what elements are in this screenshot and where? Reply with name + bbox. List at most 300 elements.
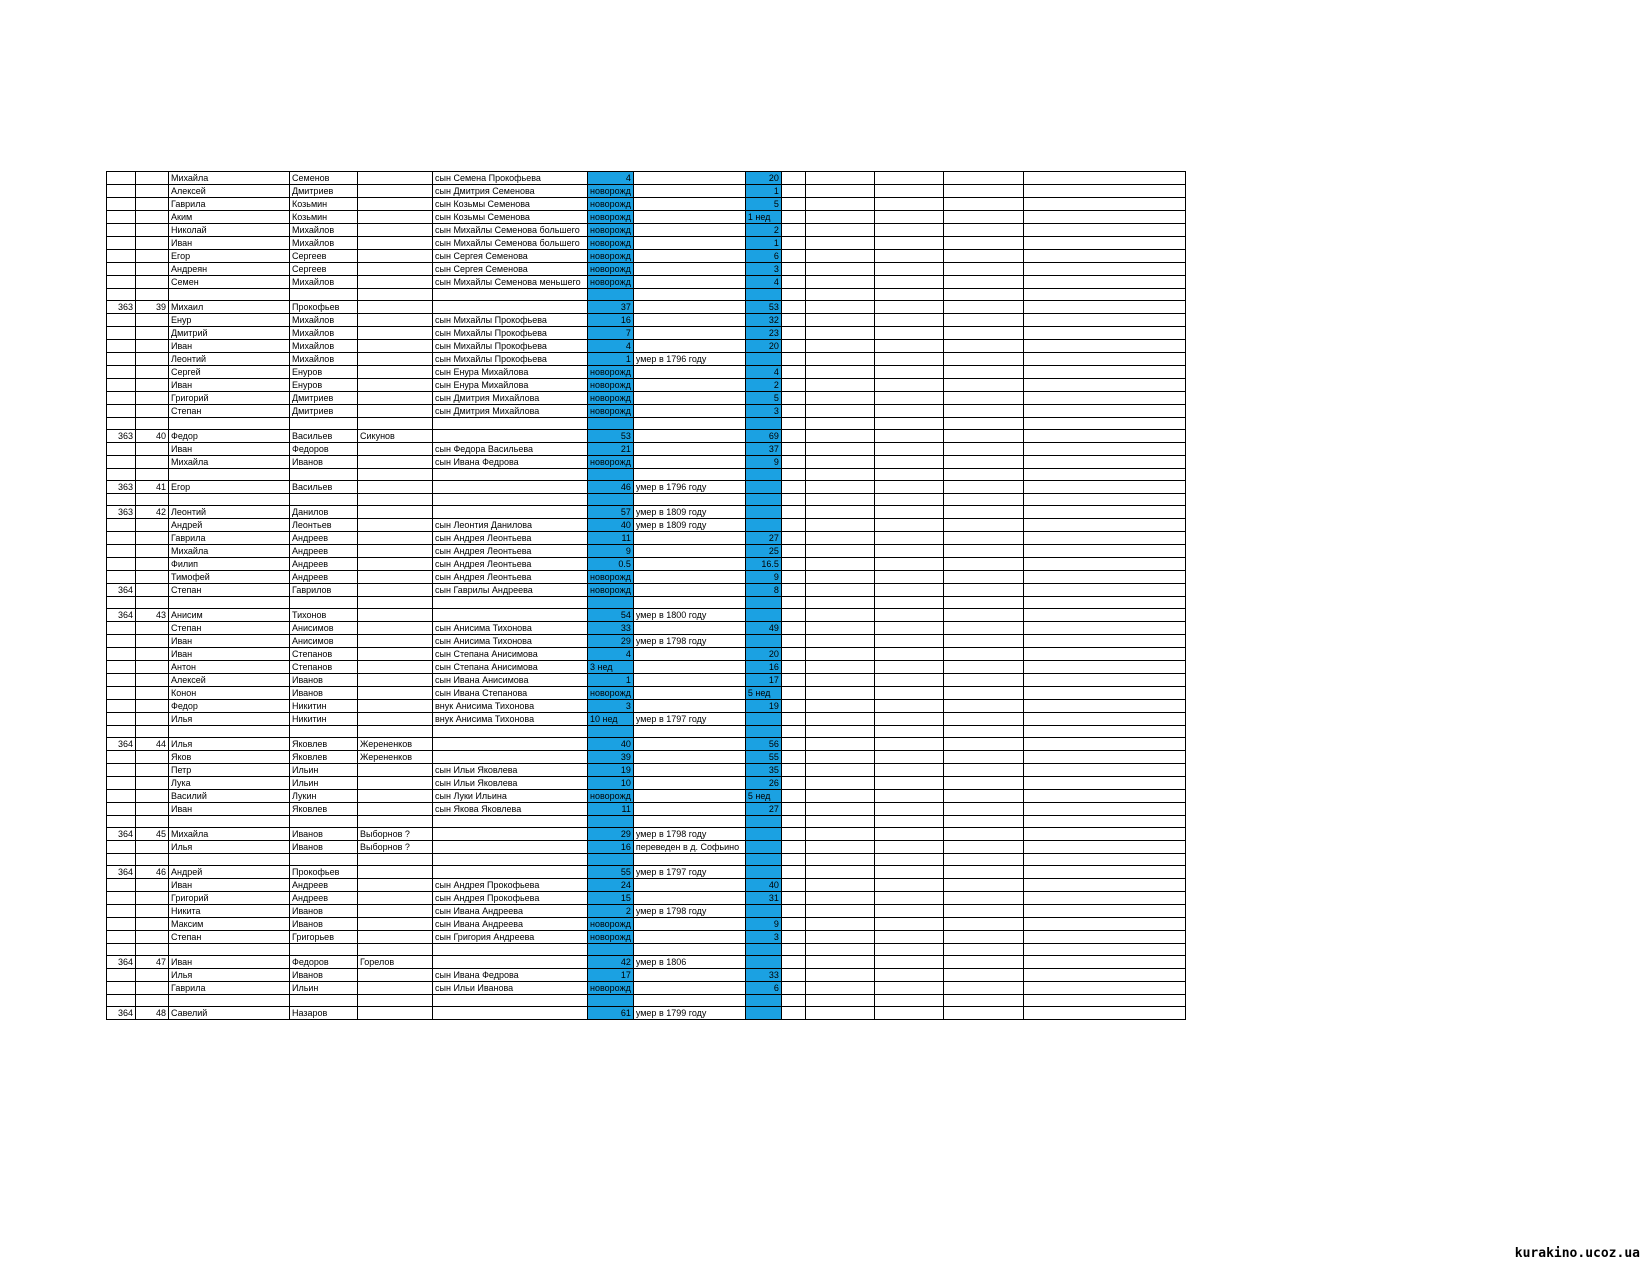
table-cell: новорожд	[588, 237, 634, 250]
table-cell: Енур	[169, 314, 290, 327]
table-cell	[781, 353, 805, 366]
table-cell	[633, 687, 745, 700]
table-row	[107, 418, 1186, 430]
table-row	[107, 405, 1186, 418]
table-cell	[805, 392, 874, 405]
table-cell	[358, 661, 433, 674]
table-cell	[358, 405, 433, 418]
table-cell	[588, 944, 634, 956]
table-cell	[107, 726, 136, 738]
table-cell	[358, 481, 433, 494]
table-cell	[781, 609, 805, 622]
table-row	[107, 211, 1186, 224]
table-cell: 40	[588, 519, 634, 532]
table-cell	[1023, 777, 1185, 790]
table-cell	[805, 185, 874, 198]
table-cell	[588, 995, 634, 1007]
table-cell	[107, 545, 136, 558]
table-cell	[588, 418, 634, 430]
table-cell: Аким	[169, 211, 290, 224]
table-cell: 364	[107, 584, 136, 597]
table-cell	[745, 866, 781, 879]
table-cell	[588, 289, 634, 301]
table-cell: новорожд	[588, 931, 634, 944]
table-cell	[1023, 726, 1185, 738]
table-cell: Андреян	[169, 263, 290, 276]
table-cell	[943, 828, 1023, 841]
table-cell: сын Федора Васильева	[433, 443, 588, 456]
table-cell	[633, 597, 745, 609]
table-cell: Иван	[169, 803, 290, 816]
table-cell: Егор	[169, 250, 290, 263]
table-cell	[1023, 519, 1185, 532]
table-cell	[943, 969, 1023, 982]
table-cell	[358, 211, 433, 224]
table-cell: новорожд	[588, 250, 634, 263]
table-cell: Иванов	[290, 841, 358, 854]
table-cell	[805, 609, 874, 622]
table-cell	[633, 584, 745, 597]
table-cell	[745, 494, 781, 506]
table-cell	[1023, 276, 1185, 289]
table-cell: Михайла	[169, 456, 290, 469]
table-cell: 16	[588, 841, 634, 854]
table-cell	[874, 519, 943, 532]
table-cell: сын Ильи Яковлева	[433, 777, 588, 790]
table-row	[107, 764, 1186, 777]
table-cell	[781, 481, 805, 494]
table-cell	[781, 366, 805, 379]
table-cell	[805, 738, 874, 751]
table-cell	[107, 571, 136, 584]
table-cell	[433, 1007, 588, 1020]
table-cell	[1023, 944, 1185, 956]
table-cell	[290, 418, 358, 430]
table-cell	[745, 854, 781, 866]
table-cell	[805, 777, 874, 790]
table-cell: умер в 1798 году	[633, 635, 745, 648]
table-cell	[874, 803, 943, 816]
table-cell	[805, 263, 874, 276]
table-cell: 7	[588, 327, 634, 340]
table-cell: 40	[136, 430, 169, 443]
table-cell	[358, 494, 433, 506]
table-cell: умер в 1798 году	[633, 905, 745, 918]
table-cell	[943, 276, 1023, 289]
table-cell	[136, 276, 169, 289]
table-cell	[781, 250, 805, 263]
table-cell	[107, 803, 136, 816]
table-cell	[943, 764, 1023, 777]
table-cell: 40	[745, 879, 781, 892]
table-row	[107, 635, 1186, 648]
table-cell	[358, 340, 433, 353]
table-cell	[633, 314, 745, 327]
table-cell	[1023, 803, 1185, 816]
table-cell	[874, 237, 943, 250]
table-cell	[745, 956, 781, 969]
table-cell	[433, 726, 588, 738]
table-cell	[290, 854, 358, 866]
table-cell	[943, 250, 1023, 263]
table-row	[107, 469, 1186, 481]
table-cell: сын Семена Прокофьева	[433, 172, 588, 185]
table-cell	[358, 571, 433, 584]
table-cell	[874, 532, 943, 545]
table-cell	[805, 816, 874, 828]
table-cell: сын Козьмы Семенова	[433, 211, 588, 224]
table-cell	[1023, 379, 1185, 392]
table-cell	[805, 803, 874, 816]
table-cell	[805, 443, 874, 456]
table-cell: сын Луки Ильина	[433, 790, 588, 803]
table-cell	[943, 738, 1023, 751]
table-cell	[874, 751, 943, 764]
table-cell	[136, 777, 169, 790]
table-cell	[781, 816, 805, 828]
table-cell: Иван	[169, 379, 290, 392]
table-cell	[805, 828, 874, 841]
table-cell	[136, 879, 169, 892]
table-cell	[588, 854, 634, 866]
table-cell	[136, 532, 169, 545]
table-cell	[633, 198, 745, 211]
table-cell	[358, 790, 433, 803]
table-cell: 54	[588, 609, 634, 622]
table-cell	[781, 700, 805, 713]
table-row	[107, 687, 1186, 700]
table-row	[107, 506, 1186, 519]
table-cell	[136, 648, 169, 661]
table-cell: 9	[588, 545, 634, 558]
table-cell: новорожд	[588, 366, 634, 379]
table-cell	[107, 648, 136, 661]
table-row	[107, 854, 1186, 866]
table-cell	[874, 790, 943, 803]
table-cell: сын Дмитрия Михайлова	[433, 392, 588, 405]
table-cell	[358, 854, 433, 866]
table-cell	[1023, 879, 1185, 892]
table-cell	[781, 198, 805, 211]
table-cell	[136, 443, 169, 456]
table-cell: Енуров	[290, 366, 358, 379]
table-cell	[107, 661, 136, 674]
table-cell: 21	[588, 443, 634, 456]
table-cell	[943, 418, 1023, 430]
table-cell	[107, 982, 136, 995]
table-cell	[943, 584, 1023, 597]
table-cell: Анисим	[169, 609, 290, 622]
table-cell	[781, 713, 805, 726]
table-cell	[1023, 172, 1185, 185]
table-cell: 27	[745, 803, 781, 816]
table-cell	[874, 918, 943, 931]
table-cell	[358, 995, 433, 1007]
table-cell	[1023, 661, 1185, 674]
table-cell	[1023, 250, 1185, 263]
table-cell	[805, 892, 874, 905]
table-cell	[874, 276, 943, 289]
table-cell	[745, 995, 781, 1007]
table-cell	[358, 892, 433, 905]
table-cell: сын Ильи Иванова	[433, 982, 588, 995]
table-cell	[874, 314, 943, 327]
table-cell	[781, 956, 805, 969]
table-cell	[943, 456, 1023, 469]
table-cell	[943, 635, 1023, 648]
table-cell	[781, 224, 805, 237]
table-cell	[1023, 687, 1185, 700]
table-cell	[874, 185, 943, 198]
table-cell	[805, 713, 874, 726]
table-cell: 19	[745, 700, 781, 713]
table-cell	[633, 211, 745, 224]
table-cell	[633, 289, 745, 301]
table-cell: сын Козьмы Семенова	[433, 198, 588, 211]
table-row	[107, 905, 1186, 918]
table-cell	[588, 816, 634, 828]
table-cell	[745, 519, 781, 532]
table-cell	[633, 185, 745, 198]
table-cell	[290, 944, 358, 956]
table-cell	[874, 571, 943, 584]
table-cell	[433, 816, 588, 828]
table-cell: 11	[588, 803, 634, 816]
table-cell: сын Андрея Леонтьева	[433, 571, 588, 584]
table-cell: 3	[588, 700, 634, 713]
table-cell	[433, 301, 588, 314]
table-cell	[107, 211, 136, 224]
table-cell: 35	[745, 764, 781, 777]
table-cell: Васильев	[290, 481, 358, 494]
table-row	[107, 879, 1186, 892]
table-cell	[781, 661, 805, 674]
table-row	[107, 301, 1186, 314]
table-cell: Сикунов	[358, 430, 433, 443]
table-cell: Федор	[169, 700, 290, 713]
table-cell: Лукин	[290, 790, 358, 803]
table-cell	[136, 687, 169, 700]
table-cell	[136, 892, 169, 905]
table-cell	[781, 494, 805, 506]
table-cell: новорожд	[588, 224, 634, 237]
table-cell	[1023, 289, 1185, 301]
table-cell	[805, 481, 874, 494]
table-cell: сын Михайлы Прокофьева	[433, 327, 588, 340]
table-cell: Иван	[169, 237, 290, 250]
table-cell	[136, 366, 169, 379]
table-cell	[874, 405, 943, 418]
table-cell	[433, 597, 588, 609]
table-cell	[781, 392, 805, 405]
table-cell	[805, 905, 874, 918]
table-cell	[781, 340, 805, 353]
table-cell	[358, 289, 433, 301]
table-cell	[805, 198, 874, 211]
table-cell	[1023, 956, 1185, 969]
table-cell	[943, 661, 1023, 674]
table-cell	[745, 506, 781, 519]
table-cell	[358, 379, 433, 392]
table-cell	[943, 609, 1023, 622]
table-cell	[781, 418, 805, 430]
table-cell	[358, 545, 433, 558]
table-cell: сын Андрея Прокофьева	[433, 892, 588, 905]
table-cell	[1023, 609, 1185, 622]
table-cell: 24	[588, 879, 634, 892]
table-cell	[107, 931, 136, 944]
table-cell	[633, 340, 745, 353]
table-cell	[633, 918, 745, 931]
table-cell	[633, 879, 745, 892]
table-cell	[136, 841, 169, 854]
table-cell	[107, 469, 136, 481]
table-cell	[781, 558, 805, 571]
table-cell: 43	[136, 609, 169, 622]
table-cell	[358, 700, 433, 713]
table-cell	[1023, 571, 1185, 584]
table-cell: 39	[588, 751, 634, 764]
table-cell	[943, 353, 1023, 366]
table-cell: 69	[745, 430, 781, 443]
table-cell: 48	[136, 1007, 169, 1020]
table-cell	[781, 571, 805, 584]
table-cell	[874, 713, 943, 726]
table-cell	[433, 751, 588, 764]
table-cell: 363	[107, 481, 136, 494]
table-cell: 8	[745, 584, 781, 597]
table-cell	[433, 418, 588, 430]
table-cell	[874, 379, 943, 392]
table-cell	[633, 726, 745, 738]
table-row	[107, 674, 1186, 687]
table-row	[107, 956, 1186, 969]
table-cell	[781, 726, 805, 738]
table-cell	[107, 250, 136, 263]
table-cell	[358, 353, 433, 366]
table-cell: Яковлев	[290, 803, 358, 816]
table-cell: 20	[745, 340, 781, 353]
table-cell: новорожд	[588, 456, 634, 469]
table-cell	[633, 944, 745, 956]
table-cell	[805, 366, 874, 379]
table-cell: Яковлев	[290, 751, 358, 764]
table-cell	[136, 198, 169, 211]
table-cell	[633, 392, 745, 405]
table-cell	[107, 366, 136, 379]
table-cell: Степан	[169, 622, 290, 635]
table-cell	[1023, 790, 1185, 803]
table-cell: новорожд	[588, 982, 634, 995]
table-cell	[1023, 366, 1185, 379]
table-cell	[943, 854, 1023, 866]
table-cell	[874, 418, 943, 430]
table-cell	[358, 327, 433, 340]
table-cell	[781, 327, 805, 340]
table-cell	[588, 726, 634, 738]
table-cell: Иванов	[290, 828, 358, 841]
table-cell	[136, 982, 169, 995]
table-cell	[805, 854, 874, 866]
table-cell	[874, 622, 943, 635]
table-cell	[1023, 353, 1185, 366]
table-cell	[136, 790, 169, 803]
table-cell: Михайла	[169, 545, 290, 558]
table-cell	[633, 969, 745, 982]
table-cell: Федор	[169, 430, 290, 443]
table-cell: Михаил	[169, 301, 290, 314]
table-cell	[107, 918, 136, 931]
table-cell	[874, 250, 943, 263]
table-cell	[1023, 494, 1185, 506]
table-cell	[781, 635, 805, 648]
table-cell	[107, 289, 136, 301]
table-cell	[433, 956, 588, 969]
table-cell	[781, 301, 805, 314]
table-cell	[874, 584, 943, 597]
table-cell	[633, 418, 745, 430]
table-cell	[107, 879, 136, 892]
table-cell: 40	[588, 738, 634, 751]
table-cell	[874, 392, 943, 405]
table-cell: сын Михайлы Семенова большего	[433, 237, 588, 250]
table-cell	[358, 622, 433, 635]
table-cell	[290, 726, 358, 738]
table-cell: Николай	[169, 224, 290, 237]
table-cell: 41	[136, 481, 169, 494]
table-cell	[745, 905, 781, 918]
table-cell	[633, 777, 745, 790]
table-cell	[290, 816, 358, 828]
table-cell: 53	[745, 301, 781, 314]
table-cell	[107, 392, 136, 405]
table-row	[107, 597, 1186, 609]
table-cell	[781, 314, 805, 327]
table-cell	[107, 519, 136, 532]
table-cell	[633, 366, 745, 379]
table-cell: внук Анисима Тихонова	[433, 700, 588, 713]
table-cell: Степан	[169, 405, 290, 418]
table-row	[107, 558, 1186, 571]
table-row	[107, 777, 1186, 790]
table-cell	[136, 622, 169, 635]
table-cell	[874, 327, 943, 340]
table-cell	[1023, 584, 1185, 597]
table-cell	[781, 443, 805, 456]
table-cell	[1023, 469, 1185, 481]
table-cell	[874, 661, 943, 674]
table-cell	[781, 469, 805, 481]
table-cell	[107, 635, 136, 648]
table-cell	[433, 854, 588, 866]
table-cell	[633, 456, 745, 469]
table-cell	[1023, 211, 1185, 224]
table-cell: Сергеев	[290, 263, 358, 276]
table-row	[107, 866, 1186, 879]
table-cell	[633, 237, 745, 250]
table-cell	[633, 622, 745, 635]
table-cell	[633, 982, 745, 995]
table-cell	[805, 532, 874, 545]
table-cell: Никитин	[290, 713, 358, 726]
table-cell: 45	[136, 828, 169, 841]
table-cell: Иван	[169, 340, 290, 353]
table-cell	[805, 172, 874, 185]
table-cell: 29	[588, 828, 634, 841]
table-cell: 29	[588, 635, 634, 648]
table-cell: сын Михайлы Прокофьева	[433, 340, 588, 353]
table-cell	[805, 764, 874, 777]
